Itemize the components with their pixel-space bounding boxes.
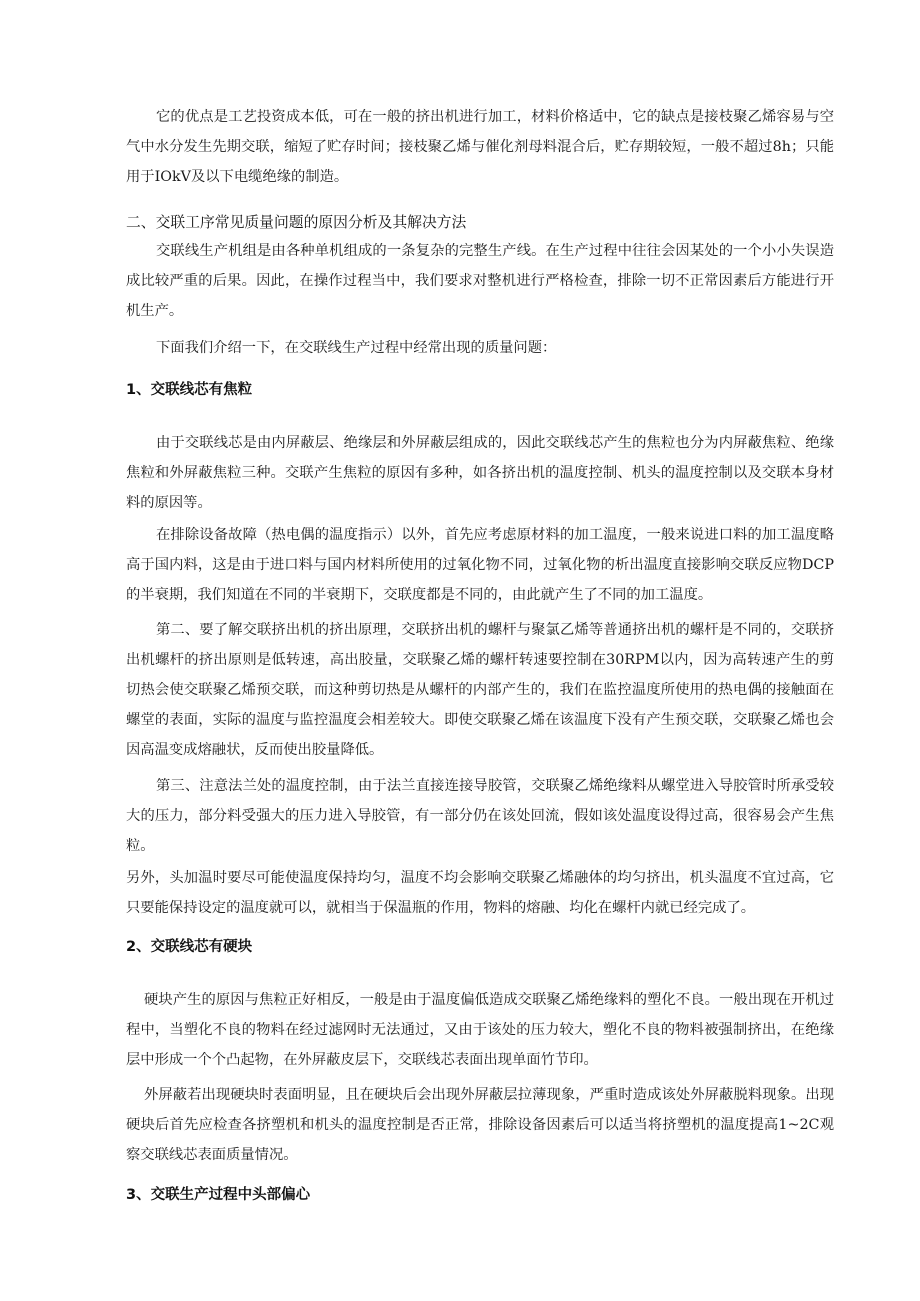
paragraph-flange-temperature: 第三、注意法兰处的温度控制，由于法兰直接连接导胶管，交联聚乙烯绝缘料从螺堂进入导胶管时所承受较大的压力，部分料受强大的压力进入导胶管，有一部分仍在该处回流，假如该处温度设得过高，很容易会产生焦粒。 bbox=[126, 778, 834, 854]
paragraph-extruder-principle: 第二、要了解交联挤出机的挤出原理，交联挤出机的螺杆与聚氯乙烯等普通挤出机的螺杆是不同的，交联挤出机螺杆的挤出原则是低转速，高出胶量，交联聚乙烯的螺杆转速要控制在30RPM以内，因为高转速产生的剪切热会使交联聚乙烯预交联，而这种剪切热是从螺杆的内部产生的，我们在监控温度所使用的热电偶的接触面在螺堂的表面，实际的温度与监控温度会相差较大。即使交联聚乙烯在该温度下没有产生预交联，交联聚乙烯也会因高温变成熔融状，反而使出胶量降低。 bbox=[126, 622, 834, 758]
paragraph-production-line-intro: 交联线生产机组是由各种单机组成的一条复杂的完整生产线。在生产过程中往往会因某处的一个小小失误造成比较严重的后果。因此，在操作过程当中，我们要求对整机进行严格检查，排除一切不正常因素后方能进行开机生产。 bbox=[126, 243, 834, 319]
paragraph-processing-temperature: 在排除设备故障（热电偶的温度指示）以外，首先应考虑原材料的加工温度，一般来说进口料的加工温度略高于国内料，这是由于进口料与国内材料所使用的过氧化物不同，过氧化物的析出温度直接影响交联反应物DCP的半衰期，我们知道在不同的半衰期下，交联度都是不同的，由此就产生了不同的加工温度。 bbox=[126, 527, 834, 603]
paragraph-silane-pros-cons: 它的优点是工艺投资成本低，可在一般的挤出机进行加工，材料价格适中，它的缺点是接枝聚乙烯容易与空气中水分发生先期交联，缩短了贮存时间；接枝聚乙烯与催化剂母料混合后，贮存期较短，一般不超过8h；只能用于IOkV及以下电缆绝缘的制造。 bbox=[126, 109, 834, 185]
heading-3-head-eccentricity: 3、交联生产过程中头部偏心 bbox=[126, 1187, 311, 1203]
paragraph-quality-problems-intro: 下面我们介绍一下，在交联线生产过程中经常出现的质量问题： bbox=[156, 340, 557, 356]
paragraph-head-heating: 另外，头加温时要尽可能使温度保持均匀，温度不均会影响交联聚乙烯融体的均匀挤出，机头温度不宜过高，它只要能保持设定的温度就可以，就相当于保温瓶的作用，物料的熔融、均化在螺杆内就已经完成了。 bbox=[126, 870, 834, 916]
section-2-title: 二、交联工序常见质量问题的原因分析及其解决方法 bbox=[126, 214, 467, 231]
heading-2-hard-lumps: 2、交联线芯有硬块 bbox=[126, 939, 253, 955]
heading-1-scorch-particles: 1、交联线芯有焦粒 bbox=[126, 382, 253, 398]
paragraph-scorch-types: 由于交联线芯是由内屏蔽层、绝缘层和外屏蔽层组成的，因此交联线芯产生的焦粒也分为内屏蔽焦粒、绝缘焦粒和外屏蔽焦粒三种。交联产生焦粒的原因有多种，如各挤出机的温度控制、机头的温度控制以及交联本身材料的原因等。 bbox=[126, 435, 834, 511]
paragraph-outer-shield-lumps: 外屏蔽若出现硬块时表面明显，且在硬块后会出现外屏蔽层拉薄现象，严重时造成该处外屏蔽脱料现象。出现硬块后首先应检查各挤塑机和机头的温度控制是否正常，排除设备因素后可以适当将挤塑机的温度提高1~2C观察交联线芯表面质量情况。 bbox=[126, 1087, 834, 1163]
paragraph-hard-lump-causes: 硬块产生的原因与焦粒正好相反，一般是由于温度偏低造成交联聚乙烯绝缘料的塑化不良。一般出现在开机过程中，当塑化不良的物料在经过滤网时无法通过，又由于该处的压力较大，塑化不良的物料被强制挤出，在绝缘层中形成一个个凸起物，在外屏蔽皮层下，交联线芯表面出现单面竹节印。 bbox=[126, 992, 834, 1068]
